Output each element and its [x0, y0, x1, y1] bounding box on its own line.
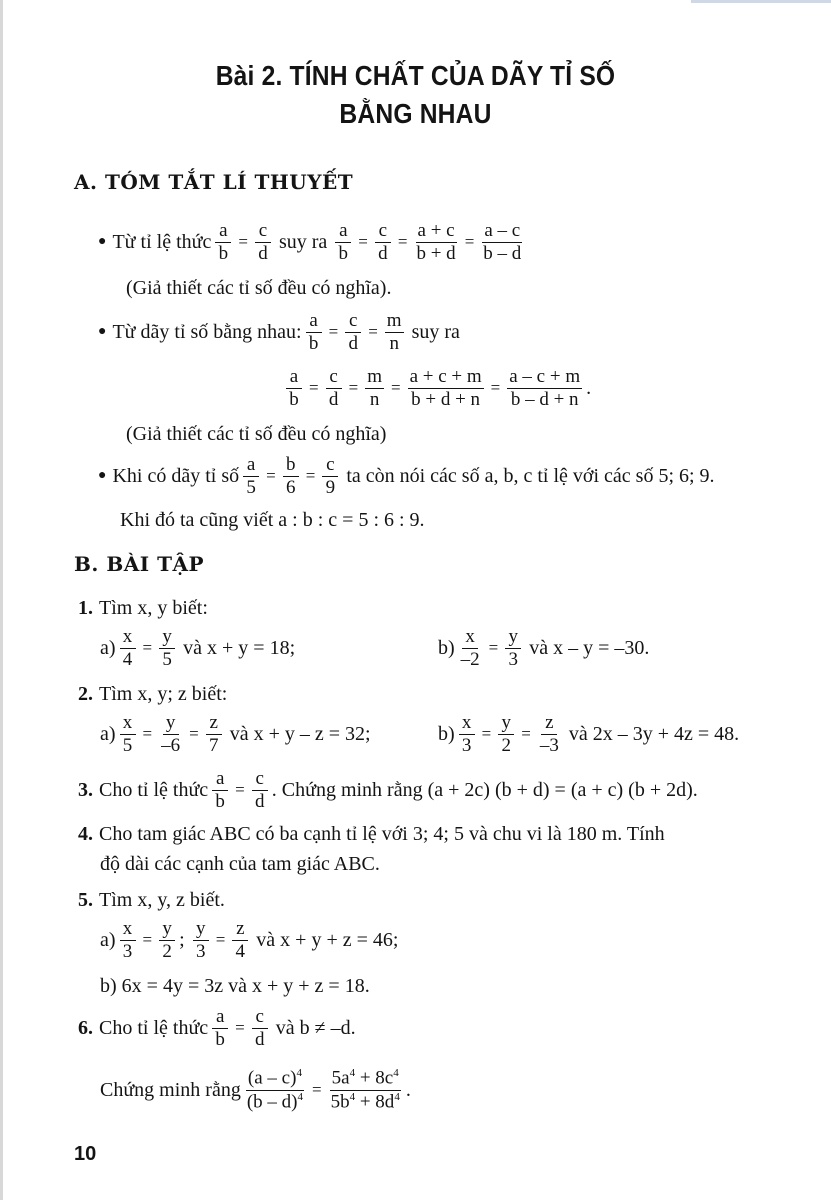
theory-item-3-line-2: Khi đó ta cũng viết a : b : c = 5 : 6 : 9. [120, 508, 425, 531]
exercise-6-proof: Chứng minh rằng $\frac{(a - c)^4}{(b - d)^4}$ = $\frac{5a^4 + 8c^4}{5b^4 + 8d^4}$ . [100, 1067, 411, 1112]
theory-item-3: ● Khi có dãy tỉ số $\frac{a}{5}$ = $\frac{b}{6}$ = $\frac{c}{9}$ ta còn nói các số a, b, c tỉ lệ với các số 5; 6; 9. [98, 453, 715, 498]
theory-note-1: (Giả thiết các tỉ số đều có nghĩa). [126, 276, 392, 299]
fraction: $\frac{a}{5}$ [243, 455, 259, 498]
fraction: $\frac{c}{9}$ [322, 455, 338, 498]
scan-page-edge [0, 0, 3, 1200]
fraction: $\frac{a + c + m}{b + d + n}$ [409, 365, 482, 410]
fraction: $\frac{c}{d}$ [375, 221, 391, 264]
bullet-icon: ● [98, 234, 107, 249]
exercise-5b: b) 6x = 4y = 3z và x + y + z = 18. [100, 974, 370, 997]
theory-note-2: (Giả thiết các tỉ số đều có nghĩa) [126, 422, 387, 445]
fraction: $\frac{m}{n}$ [367, 365, 382, 410]
page-title-line-1: Bài 2. TÍNH CHẤT CỦA DÃY TỈ SỐ [215, 60, 616, 91]
exercise-6: 6. Cho tỉ lệ thức $\frac{a}{b}$ = $\frac{c}{d}$ và b ≠ –d. [78, 1005, 356, 1050]
exercise-5: 5. Tìm x, y, z biết. [78, 888, 225, 911]
fraction: $\frac{a}{b}$ [335, 221, 351, 264]
exercise-1b: b) $\frac{x}{-2}$ = $\frac{y}{3}$ và x – y = –30. [438, 625, 650, 670]
fraction: $\frac{m}{n}$ [386, 309, 402, 354]
fraction: $\frac{a - c}{b - d}$ [483, 219, 522, 264]
fraction: $\frac{a}{b}$ [215, 221, 231, 264]
bullet-icon: ● [98, 324, 107, 339]
exercise-2a: a) $\frac{x}{5}$ = $\frac{y}{-6}$ = $\frac{z}{7}$ và x + y – z = 32; [100, 711, 371, 756]
section-b-heading: B. BÀI TẬP [74, 552, 205, 576]
exercise-2b: b) $\frac{x}{3}$ = $\frac{y}{2}$ = $\frac{z}{-3}$ và 2x – 3y + 4z = 48. [438, 711, 740, 756]
fraction: $\frac{c}{d}$ [326, 367, 342, 410]
exercise-1: 1. Tìm x, y biết: [78, 596, 208, 619]
theory-item-2: ● Từ dãy tỉ số bằng nhau: $\frac{a}{b}$ = $\frac{c}{d}$ = $\frac{m}{n}$ suy ra [98, 309, 460, 354]
scan-top-edge [691, 0, 831, 3]
fraction: $\frac{c}{d}$ [255, 221, 271, 264]
fraction: $\frac{a + c}{b + d}$ [416, 219, 456, 264]
exercise-2: 2. Tìm x, y; z biết: [78, 682, 228, 705]
fraction: $\frac{c}{d}$ [345, 311, 361, 354]
fraction: $\frac{b}{6}$ [283, 455, 299, 498]
theory-item-2-formula: $\frac{a}{b}$ = $\frac{c}{d}$ = $\frac{m}{n}$ = $\frac{a + c + m}{b + d + n}$ = $\frac{a - c + m}{b - d + n}$ . [282, 360, 591, 416]
section-a-heading: A. TÓM TẮT LÍ THUYẾT [74, 170, 354, 194]
fraction: $\frac{a - c + m}{b - d + n}$ [509, 365, 581, 410]
page-title-line-2: BẰNG NHAU [339, 98, 492, 129]
bullet-icon: ● [98, 468, 107, 483]
theory-item-1: ● Từ tỉ lệ thức $\frac{a}{b}$ = $\frac{c}{d}$ suy ra $\frac{a}{b}$ = $\frac{c}{d}$ = $\frac{a + c}{b + d}$ = $\frac{a - c}{b - d}$ [98, 219, 522, 264]
exercise-1a: a) $\frac{x}{4}$ = $\frac{y}{5}$ và x + y = 18; [100, 625, 296, 670]
fraction: $\frac{a}{b}$ [286, 367, 302, 410]
exercise-3: 3. Cho tỉ lệ thức $\frac{a}{b}$ = $\frac{c}{d}$ . Chứng minh rằng (a + 2c) (b + d) = (a + c) (b + 2d). [78, 767, 698, 812]
exercise-4: 4. Cho tam giác ABC có ba cạnh tỉ lệ với 3; 4; 5 và chu vi là 180 m. Tính [78, 822, 665, 845]
page-number: 10 [74, 1143, 97, 1165]
exercise-5a: a) $\frac{x}{3}$ = $\frac{y}{2}$ ; $\frac{y}{3}$ = $\frac{z}{4}$ và x + y + z = 46; [100, 917, 399, 962]
fraction: $\frac{a}{b}$ [306, 311, 322, 354]
exercise-4-line-2: độ dài các cạnh của tam giác ABC. [100, 852, 380, 875]
